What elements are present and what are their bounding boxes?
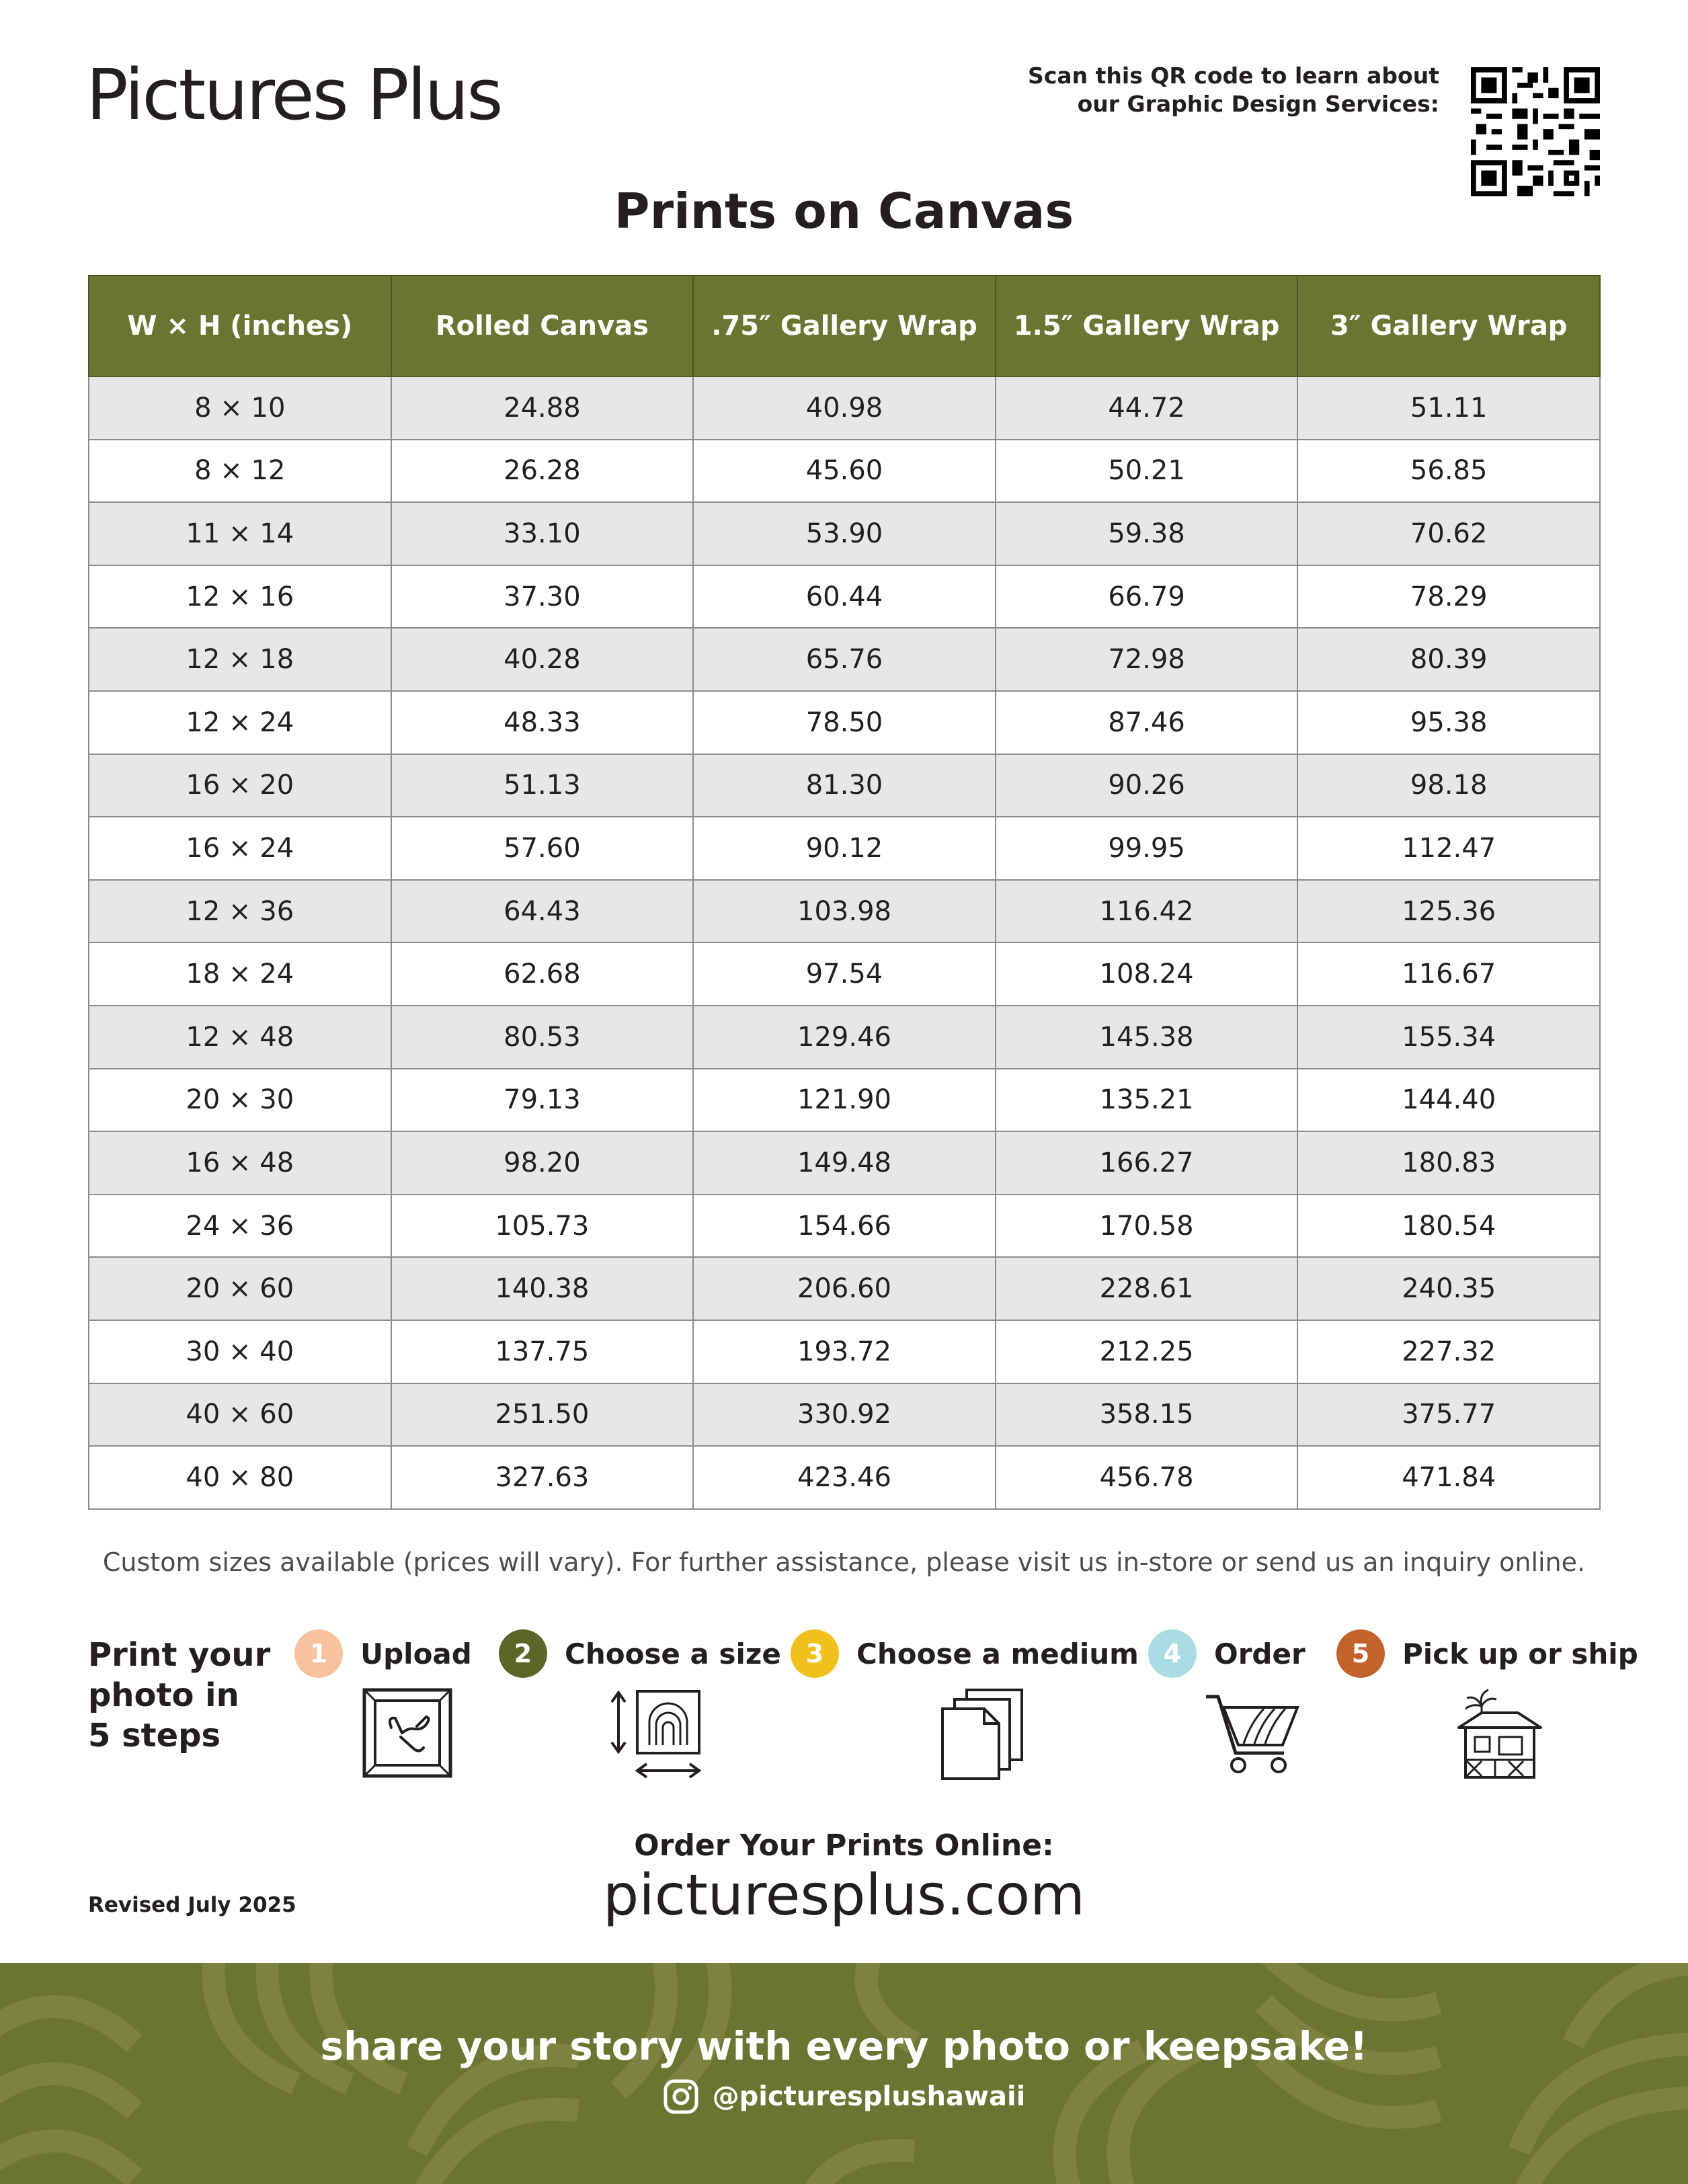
table-row [89,754,1600,817]
table-row [89,440,1600,503]
step-order [1148,1629,1305,1678]
table-row [89,628,1600,691]
price-cell: 90.26 [996,754,1298,817]
qr-caption-line2: our Graphic Design Services: [1077,91,1439,117]
table-header-row [89,276,1600,376]
price-cell: 471.84 [1297,1446,1600,1509]
size-cell: 24 × 36 [89,1195,391,1258]
table-row [89,1131,1600,1195]
price-cell: 98.18 [1297,754,1600,817]
price-cell: 327.63 [391,1446,694,1509]
size-cell: 16 × 48 [89,1131,391,1195]
price-cell: 144.40 [1297,1069,1600,1132]
price-cell: 40.28 [391,628,694,691]
price-cell: 228.61 [996,1257,1298,1320]
price-cell: 51.13 [391,754,694,817]
size-cell: 18 × 24 [89,942,391,1006]
table-row [89,1195,1600,1258]
column-header: Rolled Canvas [391,276,694,376]
price-cell: 105.73 [391,1195,694,1258]
price-cell: 212.25 [996,1320,1298,1383]
size-cell: 11 × 14 [89,502,391,565]
price-cell: 155.34 [1297,1006,1600,1069]
size-cell: 40 × 60 [89,1383,391,1447]
price-cell: 24.88 [391,376,694,440]
step-label: Pick up or ship [1402,1637,1638,1670]
price-cell: 56.85 [1297,440,1600,503]
step-upload [294,1629,472,1678]
table-row [89,817,1600,880]
footer-pattern [0,1963,1688,2184]
price-cell: 57.60 [391,817,694,880]
stacked-papers-icon [936,1687,1030,1781]
house-icon [1455,1686,1545,1780]
price-cell: 72.98 [996,628,1298,691]
price-cell: 145.38 [996,1006,1298,1069]
size-cell: 12 × 16 [89,565,391,629]
step-number-badge: 2 [499,1629,547,1678]
size-cell: 16 × 20 [89,754,391,817]
table-row [89,942,1600,1006]
column-header: 3″ Gallery Wrap [1297,276,1600,376]
website-link[interactable]: picturesplus.com [603,1862,1085,1928]
column-header: .75″ Gallery Wrap [693,276,996,376]
price-cell: 121.90 [693,1069,996,1132]
price-cell: 140.38 [391,1257,694,1320]
price-cell: 330.92 [693,1383,996,1447]
resize-frame-icon [605,1687,706,1781]
table-row [89,1383,1600,1447]
revised-date: Revised July 2025 [88,1893,296,1917]
table-row [89,1006,1600,1069]
price-cell: 40.98 [693,376,996,440]
price-cell: 154.66 [693,1195,996,1258]
size-cell: 8 × 12 [89,440,391,503]
price-cell: 44.72 [996,376,1298,440]
qr-caption-line1: Scan this QR code to learn about [1028,63,1439,89]
price-cell: 60.44 [693,565,996,629]
price-cell: 50.21 [996,440,1298,503]
price-cell: 33.10 [391,502,694,565]
price-cell: 78.50 [693,691,996,754]
table-row [89,1069,1600,1132]
price-cell: 170.58 [996,1195,1298,1258]
size-cell: 30 × 40 [89,1320,391,1383]
price-cell: 358.15 [996,1383,1298,1447]
price-cell: 251.50 [391,1383,694,1447]
price-cell: 26.28 [391,440,694,503]
price-table-container [88,275,1601,1510]
step-number-badge: 5 [1336,1629,1385,1678]
size-cell: 12 × 18 [89,628,391,691]
price-cell: 135.21 [996,1069,1298,1132]
table-row [89,502,1600,565]
size-cell: 12 × 24 [89,691,391,754]
step-number-badge: 1 [294,1629,343,1678]
table-body [89,376,1600,1509]
qr-caption [969,62,1439,118]
size-cell: 12 × 36 [89,880,391,943]
price-cell: 193.72 [693,1320,996,1383]
price-cell: 137.75 [391,1320,694,1383]
step-label: Upload [360,1637,472,1670]
custom-sizes-note: Custom sizes available (prices will vary). For further assistance, please visit us in-store or send us an inquiry online. [102,1547,1586,1577]
table-row [89,565,1600,629]
steps-heading-line3: 5 steps [88,1717,221,1754]
step-label: Choose a size [565,1637,781,1670]
price-cell: 240.35 [1297,1257,1600,1320]
column-header: W × H (inches) [89,276,391,376]
price-cell: 80.53 [391,1006,694,1069]
price-cell: 78.29 [1297,565,1600,629]
instagram-icon [663,2078,699,2115]
steps-heading-line2: photo in [88,1676,239,1714]
price-cell: 65.76 [693,628,996,691]
price-cell: 108.24 [996,942,1298,1006]
table-row [89,376,1600,440]
price-cell: 423.46 [693,1446,996,1509]
steps-heading [88,1635,270,1756]
price-cell: 456.78 [996,1446,1298,1509]
price-cell: 53.90 [693,502,996,565]
step-choose-medium [791,1629,1139,1678]
price-cell: 51.11 [1297,376,1600,440]
price-cell: 48.33 [391,691,694,754]
size-cell: 20 × 60 [89,1257,391,1320]
price-cell: 103.98 [693,880,996,943]
price-cell: 112.47 [1297,817,1600,880]
step-number-badge: 4 [1148,1629,1197,1678]
size-cell: 20 × 30 [89,1069,391,1132]
table-row [89,1320,1600,1383]
price-cell: 206.60 [693,1257,996,1320]
step-label: Choose a medium [856,1637,1139,1670]
table-row [89,691,1600,754]
price-cell: 116.67 [1297,942,1600,1006]
footer-banner [0,1963,1688,2184]
price-cell: 99.95 [996,817,1298,880]
step-choose-size [499,1629,781,1678]
column-header: 1.5″ Gallery Wrap [996,276,1298,376]
price-cell: 95.38 [1297,691,1600,754]
price-cell: 375.77 [1297,1383,1600,1447]
table-row [89,1446,1600,1509]
price-cell: 59.38 [996,502,1298,565]
price-cell: 180.83 [1297,1131,1600,1195]
price-cell: 66.79 [996,565,1298,629]
step-label: Order [1214,1637,1305,1670]
price-cell: 80.39 [1297,628,1600,691]
price-cell: 149.48 [693,1131,996,1195]
order-online-label: Order Your Prints Online: [634,1828,1054,1863]
size-cell: 12 × 48 [89,1006,391,1069]
price-cell: 79.13 [391,1069,694,1132]
size-cell: 16 × 24 [89,817,391,880]
price-cell: 97.54 [693,942,996,1006]
qr-code-icon[interactable] [1471,67,1600,196]
price-cell: 64.43 [391,880,694,943]
price-cell: 125.36 [1297,880,1600,943]
price-cell: 129.46 [693,1006,996,1069]
price-table [88,275,1601,1510]
price-cell: 87.46 [996,691,1298,754]
size-cell: 8 × 10 [89,376,391,440]
price-cell: 227.32 [1297,1320,1600,1383]
price-cell: 81.30 [693,754,996,817]
footer-tagline: share your story with every photo or keepsake! [320,2023,1368,2069]
price-cell: 116.42 [996,880,1298,943]
price-cell: 90.12 [693,817,996,880]
steps-heading-line1: Print your [88,1636,271,1674]
price-cell: 180.54 [1297,1195,1600,1258]
price-cell: 45.60 [693,440,996,503]
size-cell: 40 × 80 [89,1446,391,1509]
step-pick-up-or-ship [1336,1629,1638,1678]
price-cell: 62.68 [391,942,694,1006]
page-title: Prints on Canvas [614,183,1074,239]
price-cell: 166.27 [996,1131,1298,1195]
price-cell: 70.62 [1297,502,1600,565]
shopping-cart-icon [1203,1691,1300,1779]
framed-photo-icon [362,1687,453,1779]
table-row [89,880,1600,943]
instagram-handle: @picturesplushawaii [712,2081,1026,2112]
price-cell: 37.30 [391,565,694,629]
brand-logo-text: Pictures Plus [86,54,501,136]
price-cell: 98.20 [391,1131,694,1195]
instagram-link[interactable] [0,2078,1688,2115]
table-row [89,1257,1600,1320]
step-number-badge: 3 [791,1629,839,1678]
